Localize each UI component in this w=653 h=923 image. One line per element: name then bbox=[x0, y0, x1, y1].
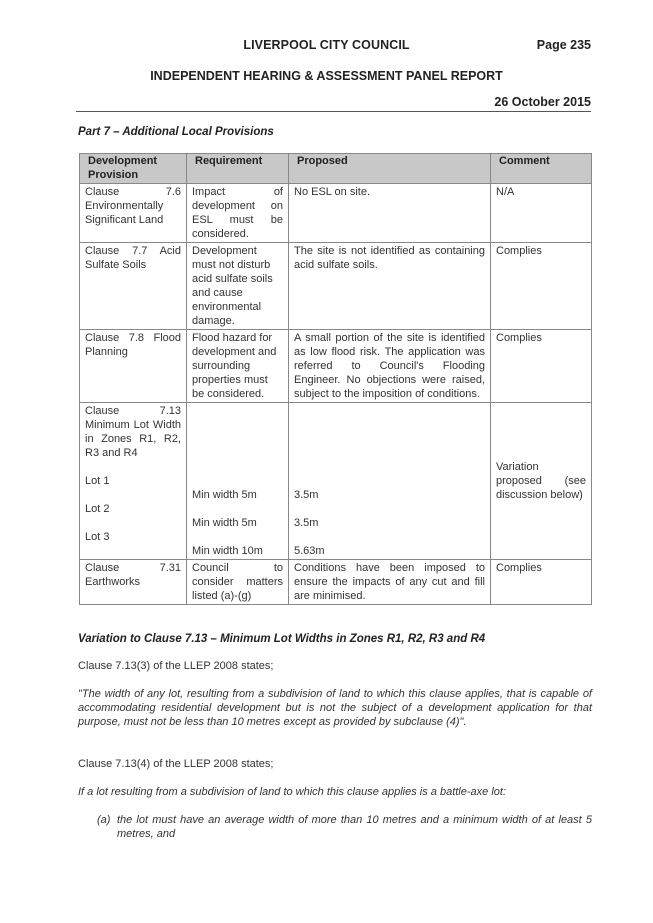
lot-label: Lot 1 bbox=[85, 475, 110, 487]
section-heading: Part 7 – Additional Local Provisions bbox=[78, 126, 274, 138]
column-header: Development Provision bbox=[80, 154, 187, 184]
comment-cell: N/A bbox=[491, 184, 592, 243]
proposed-cell bbox=[289, 403, 491, 560]
lot-proposed: 5.63m bbox=[294, 545, 325, 557]
variation-comment: Variation proposed (see discussion below) bbox=[496, 461, 586, 501]
proposed-cell: A small portion of the site is identified as low flood risk. The application was referred to Council's Flooding Engineer. No objections were raised, subject to the imposition of conditions. bbox=[289, 330, 491, 403]
table-row bbox=[80, 330, 592, 403]
requirement-cell bbox=[187, 403, 289, 560]
page-number: Page 235 bbox=[536, 38, 591, 52]
proposed-cell: No ESL on site. bbox=[289, 184, 491, 243]
requirement-cell: Flood hazard for development and surrounding properties must be considered. bbox=[187, 330, 289, 403]
column-header: Comment bbox=[491, 154, 592, 184]
sub-clause-text: the lot must have an average width of more than 10 metres and a minimum width of at least 5 metres, and bbox=[117, 814, 592, 840]
comment-cell: Complies bbox=[491, 243, 592, 330]
lot-requirement: Min width 5m bbox=[192, 489, 257, 501]
proposed-cell: The site is not identified as containing acid sulfate soils. bbox=[289, 243, 491, 330]
clause-quote-paragraph: If a lot resulting from a subdivision of land to which this clause applies is a battle-axe lot: bbox=[78, 786, 507, 798]
clause-quote-paragraph: "The width of any lot, resulting from a subdivision of land to which this clause applies, that is capable of accommodating residential development but is not the subject of a development application for that purpose, must not be less than 10 metres except as provided by subclause (4)". bbox=[78, 688, 592, 728]
provision-cell: Clause 7.6 Environmentally Significant Land bbox=[80, 184, 187, 243]
organisation-name: LIVERPOOL CITY COUNCIL bbox=[243, 38, 410, 52]
report-title: INDEPENDENT HEARING & ASSESSMENT PANEL REPORT bbox=[150, 69, 503, 83]
comment-cell bbox=[491, 403, 592, 560]
lot-requirement: Min width 10m bbox=[192, 545, 263, 557]
table-row bbox=[80, 560, 592, 605]
column-header: Proposed bbox=[289, 154, 491, 184]
clause-intro-paragraph: Clause 7.13(3) of the LLEP 2008 states; bbox=[78, 660, 274, 672]
requirement-cell: Development must not disturb acid sulfate soils and cause environmental damage. bbox=[187, 243, 289, 330]
table-row bbox=[80, 403, 592, 560]
variation-heading: Variation to Clause 7.13 – Minimum Lot Widths in Zones R1, R2, R3 and R4 bbox=[78, 633, 486, 645]
report-date: 26 October 2015 bbox=[494, 95, 591, 109]
sub-clause-item bbox=[97, 813, 592, 841]
table-row bbox=[80, 184, 592, 243]
lot-proposed: 3.5m bbox=[294, 489, 319, 501]
provision-title: Clause 7.13 Minimum Lot Width in Zones R1, R2, R3 and R4 bbox=[85, 405, 181, 459]
comment-cell: Complies bbox=[491, 560, 592, 605]
lot-label: Lot 3 bbox=[85, 531, 110, 543]
table-header-row bbox=[80, 154, 592, 184]
provision-cell bbox=[80, 403, 187, 560]
provisions-table bbox=[79, 153, 592, 605]
provision-cell: Clause 7.8 Flood Planning bbox=[80, 330, 187, 403]
lot-proposed: 3.5m bbox=[294, 517, 319, 529]
requirement-cell: Impact of development on ESL must be considered. bbox=[187, 184, 289, 243]
provision-cell: Clause 7.7 Acid Sulfate Soils bbox=[80, 243, 187, 330]
proposed-cell: Conditions have been imposed to ensure the impacts of any cut and fill are minimised. bbox=[289, 560, 491, 605]
clause-intro-paragraph: Clause 7.13(4) of the LLEP 2008 states; bbox=[78, 758, 274, 770]
requirement-cell: Council to consider matters listed (a)-(g) bbox=[187, 560, 289, 605]
comment-cell: Complies bbox=[491, 330, 592, 403]
column-header: Requirement bbox=[187, 154, 289, 184]
header-divider bbox=[76, 111, 591, 112]
provision-cell: Clause 7.31 Earthworks bbox=[80, 560, 187, 605]
lot-requirement: Min width 5m bbox=[192, 517, 257, 529]
sub-clause-label: (a) bbox=[97, 814, 111, 826]
table-row bbox=[80, 243, 592, 330]
lot-label: Lot 2 bbox=[85, 503, 110, 515]
